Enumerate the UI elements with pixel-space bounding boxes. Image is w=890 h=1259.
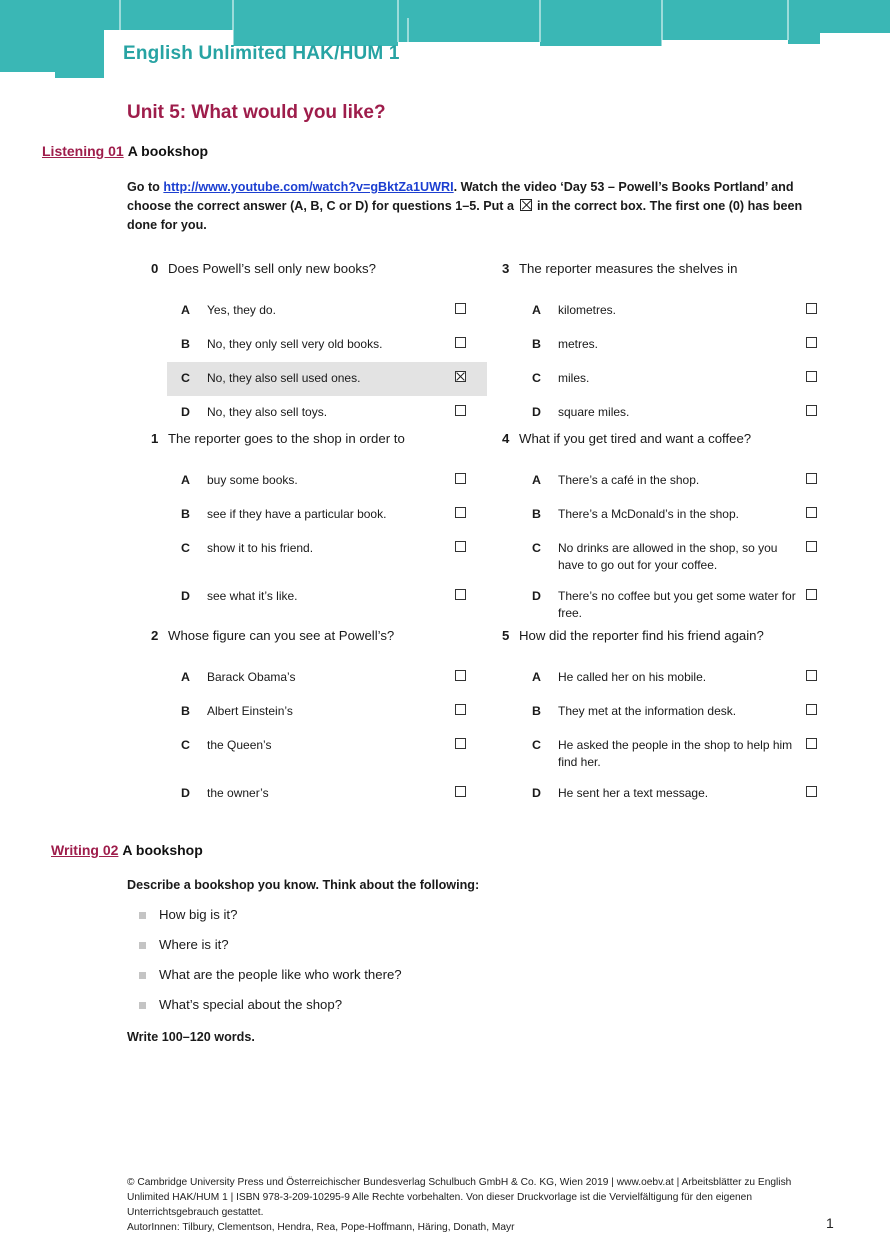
question-stem (151, 260, 491, 294)
question-1 (151, 430, 491, 628)
instruction-text-2: . Watch the video ‘Day 53 – Powell’s Books Portland’ and choose the correct answer (A, B, C or D) for questions 1–5. Put a (127, 180, 794, 213)
header-decoration (0, 0, 890, 80)
answer-checkbox[interactable] (455, 786, 466, 797)
option-letter: D (181, 589, 190, 603)
checked-box-icon (520, 199, 532, 211)
option-text: Albert Einstein’s (207, 704, 293, 718)
option-text: There’s no coffee but you get some water for free. (558, 589, 796, 620)
option-text: There’s a café in the shop. (558, 473, 700, 487)
answer-checkbox[interactable] (455, 670, 466, 681)
question-number: 5 (502, 628, 510, 643)
option-text: He asked the people in the shop to help him find her. (558, 738, 793, 769)
question-4 (502, 430, 842, 628)
option-text: Barack Obama’s (207, 670, 296, 684)
option-letter: C (532, 371, 541, 385)
answer-checkbox[interactable] (455, 541, 466, 552)
bullet-square-icon (139, 912, 146, 919)
option-letter: D (181, 405, 190, 419)
question-text: Does Powell’s sell only new books? (168, 261, 376, 276)
option-letter: A (532, 303, 541, 317)
answer-option[interactable] (518, 396, 838, 430)
option-letter: C (181, 371, 190, 385)
question-number: 1 (151, 431, 159, 446)
answer-checkbox[interactable] (806, 303, 817, 314)
question-text: What if you get tired and want a coffee? (519, 431, 752, 446)
bullet-text: How big is it? (159, 907, 238, 922)
answer-option[interactable] (518, 580, 838, 628)
option-text: He sent her a text message. (558, 786, 709, 800)
option-letter: A (181, 670, 190, 684)
bullet-square-icon (139, 1002, 146, 1009)
option-text: kilometres. (558, 303, 617, 317)
option-letter: C (181, 541, 190, 555)
option-text: They met at the information desk. (558, 704, 737, 718)
answer-option[interactable] (167, 532, 487, 580)
option-letter: B (181, 704, 190, 718)
option-text: the Queen’s (207, 738, 272, 752)
answer-checkbox[interactable] (806, 589, 817, 600)
answer-option[interactable] (167, 498, 487, 532)
writing-title: A bookshop (122, 842, 203, 858)
option-letter: B (532, 337, 541, 351)
answer-option[interactable] (167, 695, 487, 729)
list-item (137, 964, 402, 994)
question-text: Whose figure can you see at Powell’s? (168, 628, 395, 643)
option-letter: A (181, 473, 190, 487)
brand-title: English Unlimited HAK/HUM 1 (123, 43, 400, 64)
listening-heading (42, 143, 208, 159)
question-5 (502, 627, 842, 811)
option-letter: C (181, 738, 190, 752)
bullet-square-icon (139, 942, 146, 949)
question-3 (502, 260, 842, 430)
option-text: square miles. (558, 405, 630, 419)
answer-option[interactable] (518, 464, 838, 498)
answer-option[interactable] (167, 777, 487, 811)
option-text: show it to his friend. (207, 541, 314, 555)
option-letter: C (532, 738, 541, 752)
question-stem (502, 627, 842, 661)
option-text: Yes, they do. (207, 303, 276, 317)
answer-option[interactable] (518, 661, 838, 695)
option-text: No, they only sell very old books. (207, 337, 383, 351)
option-letter: B (532, 507, 541, 521)
answer-option[interactable] (518, 695, 838, 729)
option-text: see if they have a particular book. (207, 507, 387, 521)
answer-checkbox[interactable] (455, 507, 466, 518)
answer-checkbox[interactable] (806, 473, 817, 484)
option-letter: A (532, 473, 541, 487)
answer-option[interactable] (167, 362, 487, 396)
answer-option[interactable] (518, 294, 838, 328)
footer (127, 1175, 817, 1235)
answer-option[interactable] (518, 532, 838, 580)
answer-checkbox[interactable] (455, 405, 466, 416)
answer-option[interactable] (518, 777, 838, 811)
listening-tag: Listening 01 (42, 143, 124, 159)
writing-intro: Describe a bookshop you know. Think about the following: (127, 878, 480, 892)
bullet-text: What’s special about the shop? (159, 997, 343, 1012)
question-number: 4 (502, 431, 510, 446)
option-letter: D (181, 786, 190, 800)
answer-checkbox[interactable] (455, 704, 466, 715)
question-text: How did the reporter find his friend again? (519, 628, 764, 643)
writing-tag: Writing 02 (51, 842, 119, 858)
option-letter: C (532, 541, 541, 555)
answer-option[interactable] (167, 580, 487, 628)
option-letter: D (532, 589, 541, 603)
option-text: the owner’s (207, 786, 269, 800)
answer-option[interactable] (167, 729, 487, 777)
answer-checkbox[interactable] (806, 704, 817, 715)
option-text: No drinks are allowed in the shop, so you have to go out for your coffee. (558, 541, 778, 572)
option-text: He called her on his mobile. (558, 670, 707, 684)
question-0 (151, 260, 491, 430)
question-text: The reporter goes to the shop in order to (168, 431, 405, 446)
question-text: The reporter measures the shelves in (519, 261, 738, 276)
option-text: No, they also sell used ones. (207, 371, 361, 385)
question-stem (502, 260, 842, 294)
question-number: 3 (502, 261, 510, 276)
option-letter: D (532, 786, 541, 800)
option-letter: A (532, 670, 541, 684)
option-text: miles. (558, 371, 590, 385)
answer-checkbox[interactable] (806, 670, 817, 681)
unit-title: Unit 5: What would you like? (127, 102, 386, 123)
answer-option[interactable] (518, 362, 838, 396)
answer-checkbox[interactable] (455, 337, 466, 348)
answer-checkbox[interactable] (806, 786, 817, 797)
listening-title: A bookshop (127, 143, 209, 159)
question-number: 0 (151, 261, 159, 276)
option-letter: B (181, 337, 190, 351)
answer-checkbox[interactable] (455, 738, 466, 749)
bullet-square-icon (139, 972, 146, 979)
answer-checkbox[interactable] (806, 337, 817, 348)
answer-checkbox[interactable] (806, 507, 817, 518)
answer-option[interactable] (518, 498, 838, 532)
answer-option[interactable] (518, 729, 838, 777)
instruction-text-1: Go to (127, 180, 164, 194)
option-text: see what it’s like. (207, 589, 298, 603)
question-number: 2 (151, 628, 159, 643)
answer-checkbox[interactable] (455, 303, 466, 314)
answer-option[interactable] (167, 294, 487, 328)
bullet-text: What are the people like who work there? (159, 967, 402, 982)
writing-heading (51, 842, 203, 858)
option-letter: B (181, 507, 190, 521)
answer-option[interactable] (167, 396, 487, 430)
option-text: No, they also sell toys. (207, 405, 328, 419)
authors-text: AutorInnen: Tilbury, Clementson, Hendra, Rea, Pope-Hoffmann, Häring, Donath, Mayr (127, 1222, 515, 1233)
option-text: buy some books. (207, 473, 298, 487)
answer-checkbox[interactable] (806, 738, 817, 749)
listening-instructions (127, 178, 827, 235)
option-letter: B (532, 704, 541, 718)
list-item (137, 904, 402, 934)
list-item (137, 934, 402, 964)
question-stem (502, 430, 842, 464)
option-text: There’s a McDonald’s in the shop. (558, 507, 739, 521)
question-2 (151, 627, 491, 811)
option-letter: D (532, 405, 541, 419)
page-number: 1 (826, 1215, 834, 1231)
answer-option[interactable] (518, 328, 838, 362)
question-stem (151, 430, 491, 464)
option-letter: A (181, 303, 190, 317)
option-text: metres. (558, 337, 599, 351)
question-stem (151, 627, 491, 661)
video-link[interactable]: http://www.youtube.com/watch?v=gBktZa1UWRI (163, 180, 454, 194)
word-count: Write 100–120 words. (127, 1030, 255, 1044)
answer-option[interactable] (167, 328, 487, 362)
answer-checkbox[interactable] (806, 405, 817, 416)
instruction-text-3: in the correct box. The first one (0) has been done for you. (127, 199, 803, 232)
answer-checkbox[interactable] (455, 589, 466, 600)
checked-checkbox[interactable] (455, 371, 466, 382)
answer-option[interactable] (167, 661, 487, 695)
answer-checkbox[interactable] (806, 541, 817, 552)
list-item (137, 994, 402, 1024)
bullet-text: Where is it? (159, 937, 229, 952)
writing-bullets (137, 904, 402, 1024)
answer-checkbox[interactable] (806, 371, 817, 382)
copyright-text: © Cambridge University Press und Österreichischer Bundesverlag Schulbuch GmbH & Co. KG, Wien 2019 | www.oebv.at | Arbeitsblätter zu English Unlimited HAK/HUM 1 | ISBN 978-3-209-10295-9 Alle Rechte vorbehalten. Von dieser Druckvorlage ist die Vervielfältigung für den eigenen Unterrichtsgebrauch gestattet. (127, 1177, 792, 1218)
answer-option[interactable] (167, 464, 487, 498)
answer-checkbox[interactable] (455, 473, 466, 484)
